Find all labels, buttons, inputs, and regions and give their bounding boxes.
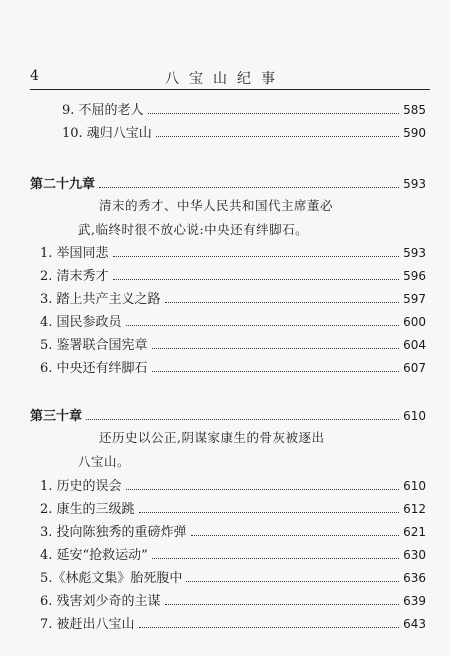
toc-entry[interactable] — [40, 242, 426, 261]
toc-entry-page: 604 — [403, 338, 426, 352]
toc-entry-label: 4. 延安“抢救运动” — [40, 548, 148, 563]
toc-entry-page: 639 — [403, 594, 426, 608]
toc-entry-page: 610 — [403, 479, 426, 493]
toc-entry-page: 597 — [403, 292, 426, 306]
dot-leader — [165, 595, 400, 605]
toc-entry-page: 643 — [403, 617, 426, 631]
header-rule — [30, 89, 430, 90]
toc-entry-page: 590 — [403, 126, 426, 140]
chapter-summary-line: 清末的秀才、中华人民共和国代主席董必 — [99, 198, 334, 213]
toc-entry[interactable] — [40, 475, 426, 494]
toc-entry-page: 593 — [403, 246, 426, 260]
toc-entry[interactable] — [62, 99, 426, 118]
dot-leader — [126, 316, 400, 326]
dot-leader — [139, 618, 400, 628]
chapter-page: 610 — [403, 409, 426, 423]
toc-entry-label: 1. 举国同悲 — [40, 246, 109, 261]
toc-entry-label: 5. 鉴署联合国宪章 — [40, 338, 148, 353]
toc-entry-page: 612 — [403, 502, 426, 516]
toc-entry[interactable] — [40, 613, 426, 632]
toc-entry-label: 7. 被赶出八宝山 — [40, 617, 135, 632]
toc-entry-label: 9. 不屈的老人 — [62, 103, 144, 118]
page-number: 4 — [30, 68, 39, 84]
page-header — [0, 0, 450, 100]
toc-entry[interactable] — [40, 521, 426, 540]
toc-entry-label: 4. 国民参政员 — [40, 315, 122, 330]
chapter-title: 第三十章 — [30, 409, 83, 424]
toc-entry-label: 6. 中央还有绊脚石 — [40, 361, 148, 376]
chapter-summary-line: 武,临终时很不放心说:中央还有绊脚石。 — [78, 222, 309, 237]
dot-leader — [165, 293, 400, 303]
toc-entry-label: 6. 残害刘少奇的主谋 — [40, 594, 161, 609]
chapter-heading[interactable] — [30, 173, 426, 192]
dot-leader — [86, 410, 399, 420]
dot-leader — [156, 127, 399, 137]
toc-entry[interactable] — [62, 122, 426, 141]
chapter-summary-line: 八宝山。 — [78, 454, 131, 469]
dot-leader — [139, 503, 400, 513]
toc-entry-page: 600 — [403, 315, 426, 329]
dot-leader — [152, 362, 400, 372]
chapter-title: 第二十九章 — [30, 177, 96, 192]
toc-entry-page: 630 — [403, 548, 426, 562]
dot-leader — [113, 270, 400, 280]
toc-entry-label: 3. 踏上共产主义之路 — [40, 292, 161, 307]
chapter-page: 593 — [403, 177, 426, 191]
toc-entry[interactable] — [40, 498, 426, 517]
toc-entry-label: 3. 投向陈独秀的重磅炸弹 — [40, 525, 187, 540]
chapter-summary-line: 还历史以公正,阴谋家康生的骨灰被逐出 — [99, 430, 325, 445]
dot-leader — [113, 247, 400, 257]
dot-leader — [152, 339, 400, 349]
running-title: 八宝山纪事 — [165, 71, 285, 87]
toc-entry-label: 2. 清末秀才 — [40, 269, 109, 284]
chapter-heading[interactable] — [30, 405, 426, 424]
toc-entry-page: 621 — [403, 525, 426, 539]
dot-leader — [99, 178, 399, 188]
toc-entry-page: 607 — [403, 361, 426, 375]
dot-leader — [152, 549, 399, 559]
toc-entry-label: 2. 康生的三级跳 — [40, 502, 135, 517]
toc-entry-page: 596 — [403, 269, 426, 283]
dot-leader — [186, 572, 399, 582]
toc-entry-page: 585 — [403, 103, 426, 117]
toc-entry-label: 10. 魂归八宝山 — [62, 126, 152, 141]
toc-entry[interactable] — [40, 265, 426, 284]
toc-entry[interactable] — [40, 334, 426, 353]
dot-leader — [148, 104, 400, 114]
dot-leader — [191, 526, 400, 536]
toc-entry[interactable] — [40, 357, 426, 376]
dot-leader — [126, 480, 400, 490]
toc-entry-label: 1. 历史的误会 — [40, 479, 122, 494]
toc-entry[interactable] — [40, 288, 426, 307]
toc-entry-page: 636 — [403, 571, 426, 585]
toc-entry[interactable] — [40, 544, 426, 563]
toc-entry[interactable] — [40, 590, 426, 609]
toc-entry[interactable] — [40, 311, 426, 330]
toc-entry[interactable] — [40, 567, 426, 586]
toc-entry-label: 5.《林彪文集》胎死腹中 — [40, 571, 183, 586]
